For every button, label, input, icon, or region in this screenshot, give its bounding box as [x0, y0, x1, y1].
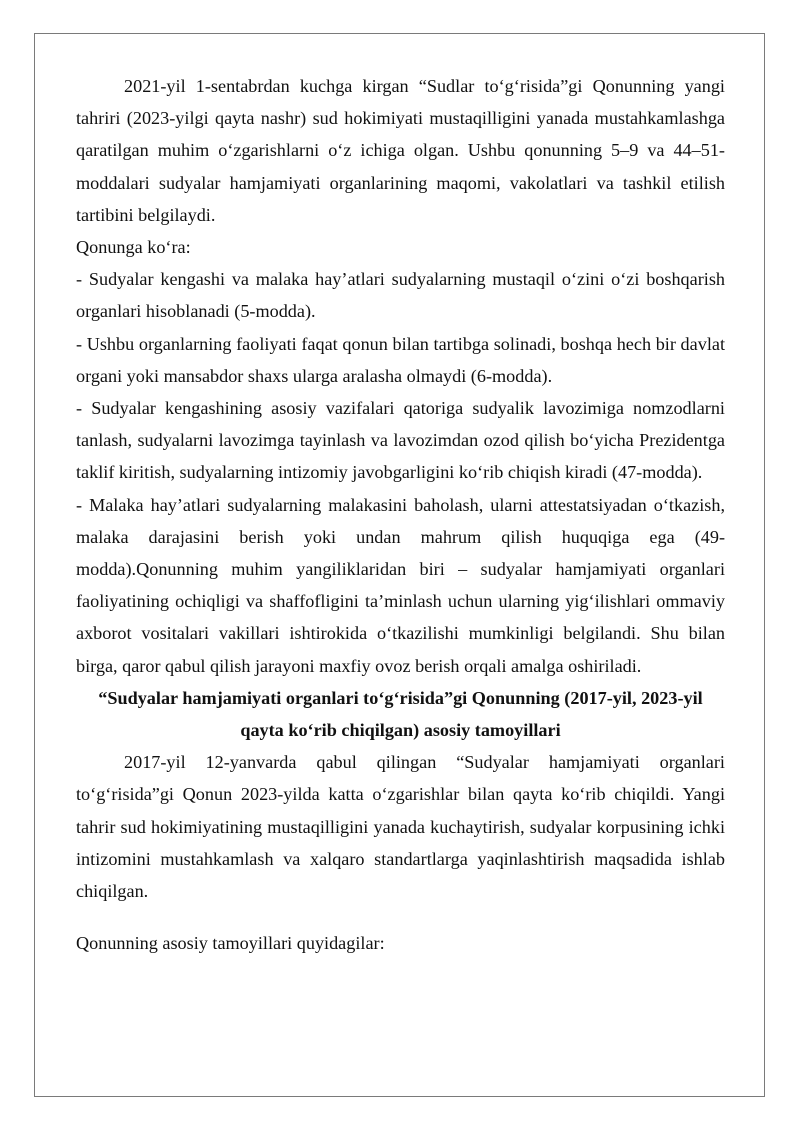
list-intro: Qonunga ko‘ra: — [76, 237, 191, 258]
list-item: - Sudyalar kengashining asosiy vazifalari qatoriga sudyalik lavozimiga nomzodlarni tanlash, sudyalarni lavozimga tayinlash va lavozimdan ozod qilish bo‘yicha Prezidentga taklif kiritish, sudyalarning intizomiy javobgarligini ko‘rib chiqish kiradi (47-modda). — [76, 398, 725, 483]
intro-paragraph: 2021-yil 1-sentabrdan kuchga kirgan “Sudlar to‘g‘risida”gi Qonunning yangi tahriri (2023-yilgi qayta nashr) sud hokimiyati mustaqilligini yanada mustahkamlashga qaratilgan muhim o‘zgarishlarni o‘z ichiga olgan. Ushbu qonunning 5–9 va 44–51-moddalari sudyalar hamjamiyati organlarining maqomi, vakolatlari va tashkil etilish tartibini belgilaydi. — [76, 76, 725, 225]
document-body — [76, 70, 725, 959]
list-item: - Ushbu organlarning faoliyati faqat qonun bilan tartibga solinadi, boshqa hech bir davlat organi yoki mansabdor shaxs ularga aralasha olmaydi (6-modda). — [76, 333, 725, 386]
spacer — [76, 907, 725, 927]
list-item: - Malaka hay’atlari sudyalarning malakasini baholash, ularni attestatsiyadan o‘tkazish, malaka darajasini berish yoki undan mahrum qilish huquqiga ega (49-modda).Qonunning muhim yangiliklaridan biri – sudyalar hamjamiyati organlari faoliyatining ochiqligi va shaffofligini ta’minlash uchun ularning yig‘ilishlari ommaviy axborot vositalari vakillari ishtirokida o‘tkazilishi mumkinligi belgilandi. Shu bilan birga, qaror qabul qilish jarayoni maxfiy ovoz berish orqali amalga oshiriladi. — [76, 494, 725, 676]
list-item: - Sudyalar kengashi va malaka hay’atlari sudyalarning mustaqil o‘zini o‘zi boshqarish organlari hisoblanadi (5-modda). — [76, 269, 725, 322]
closing-paragraph: Qonunning asosiy tamoyillari quyidagilar: — [76, 933, 385, 954]
section-heading: “Sudyalar hamjamiyati organlari to‘g‘risida”gi Qonunning (2017-yil, 2023-yil qayta ko‘rib chiqilgan) asosiy tamoyillari — [98, 687, 703, 741]
section-paragraph: 2017-yil 12-yanvarda qabul qilingan “Sudyalar hamjamiyati organlari to‘g‘risida”gi Qonun 2023-yilda katta o‘zgarishlar bilan qayta ko‘rib chiqildi. Yangi tahrir sud hokimiyatining mustaqilligini yanada kuchaytirish, sudyalar korpusining ichki intizomini mustahkamlash va xalqaro standartlarga yaqinlashtirish maqsadida ishlab chiqilgan. — [76, 752, 725, 902]
